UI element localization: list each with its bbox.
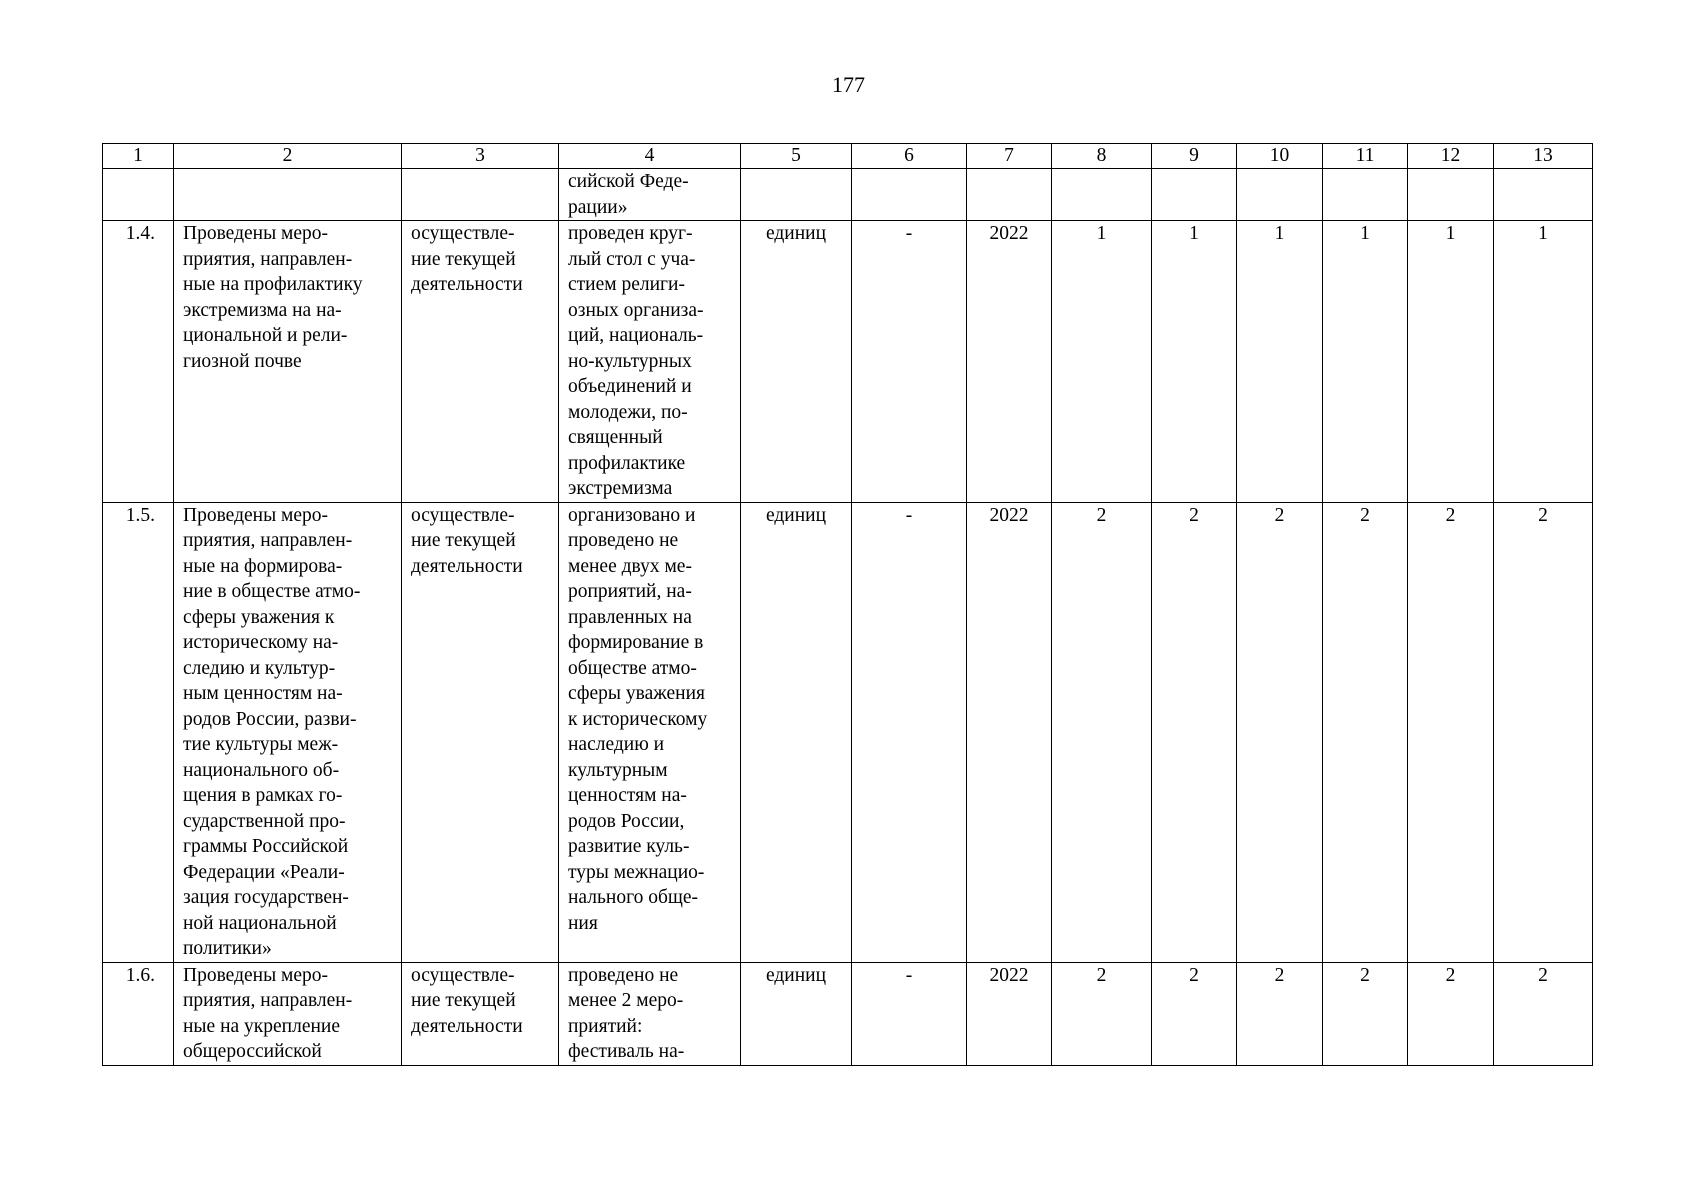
header-cell: 13 (1494, 144, 1593, 169)
header-cell: 9 (1152, 144, 1237, 169)
cell-value: 2 (1152, 962, 1237, 1065)
cell-empty (402, 169, 559, 221)
cell-funding: осуществле- ние текущей деятельности (402, 502, 559, 962)
cell-unit: единиц (741, 221, 852, 503)
header-cell: 1 (103, 144, 174, 169)
cell-value: 2 (1408, 962, 1494, 1065)
table-header-row (103, 144, 1593, 169)
header-cell: 8 (1052, 144, 1152, 169)
cell-funding: осуществле- ние текущей деятельности (402, 962, 559, 1065)
cell-value: 2 (1408, 502, 1494, 962)
header-cell: 10 (1237, 144, 1323, 169)
cell-empty (1323, 169, 1408, 221)
cell-event: Проведены меро- приятия, направлен- ные на профилактику экстремизма на на- циональной и рели- гиозной почве (174, 221, 402, 503)
cell-empty (1494, 169, 1593, 221)
cell-year: 2022 (967, 962, 1052, 1065)
cell-result: организовано и проведено не менее двух ме- роприятий, на- правленных на формирование в обществе атмо- сферы уважения к историческому наследию и культурным ценностям на- родов России, развитие куль- туры межнацио- нального обще- ния (559, 502, 741, 962)
cell-number: 1.5. (103, 502, 174, 962)
cell-value: 1 (1237, 221, 1323, 503)
cell-value: 2 (1494, 962, 1593, 1065)
cell-funding: осуществле- ние текущей деятельности (402, 221, 559, 503)
cell-empty (741, 169, 852, 221)
cell-value: 1 (1494, 221, 1593, 503)
cell-value: 2 (1237, 962, 1323, 1065)
cell-empty (852, 169, 967, 221)
cell-value: 2 (1494, 502, 1593, 962)
header-cell: 6 (852, 144, 967, 169)
header-cell: 7 (967, 144, 1052, 169)
cell-value: 2 (1237, 502, 1323, 962)
cell-event: Проведены меро- приятия, направлен- ные на укрепление общероссийской (174, 962, 402, 1065)
header-cell: 12 (1408, 144, 1494, 169)
cell-value: 1 (1323, 221, 1408, 503)
cell-empty (174, 169, 402, 221)
cell-base: - (852, 502, 967, 962)
cell-number: 1.6. (103, 962, 174, 1065)
cell-empty (1152, 169, 1237, 221)
cell-value: 2 (1052, 502, 1152, 962)
cell-value: 1 (1408, 221, 1494, 503)
cell-year: 2022 (967, 221, 1052, 503)
cell-empty (103, 169, 174, 221)
cell-empty (967, 169, 1052, 221)
cell-unit: единиц (741, 502, 852, 962)
cell-event: Проведены меро- приятия, направлен- ные на формирова- ние в обществе атмо- сферы уважения к историческому на- следию и культур- ным ценностям на- родов России, разви- тие культуры меж- национального об- щения в рамках го- сударственной про- граммы Российской Федерации «Реали- зация государствен- ной национальной политики» (174, 502, 402, 962)
table-row (103, 962, 1593, 1065)
cell-result: проведен круг- лый стол с уча- стием религи- озных организа- ций, националь- но-культурных объединений и молодежи, по- священный профилактике экстремизма (559, 221, 741, 503)
cell-base: - (852, 221, 967, 503)
cell-value: 2 (1323, 962, 1408, 1065)
header-cell: 2 (174, 144, 402, 169)
cell-year: 2022 (967, 502, 1052, 962)
header-cell: 4 (559, 144, 741, 169)
cell-value: 1 (1052, 221, 1152, 503)
table-row-continuation (103, 169, 1593, 221)
data-table (102, 143, 1593, 1066)
cell-empty (1237, 169, 1323, 221)
header-cell: 11 (1323, 144, 1408, 169)
page-number: 177 (832, 72, 865, 97)
cell-empty (1052, 169, 1152, 221)
table-row (103, 221, 1593, 503)
cell-result: сийской Феде- рации» (559, 169, 741, 221)
table-row (103, 502, 1593, 962)
cell-result: проведено не менее 2 меро- приятий: фестиваль на- (559, 962, 741, 1065)
cell-value: 1 (1152, 221, 1237, 503)
cell-value: 2 (1323, 502, 1408, 962)
header-cell: 3 (402, 144, 559, 169)
header-cell: 5 (741, 144, 852, 169)
cell-empty (1408, 169, 1494, 221)
cell-number: 1.4. (103, 221, 174, 503)
cell-unit: единиц (741, 962, 852, 1065)
cell-value: 2 (1152, 502, 1237, 962)
cell-base: - (852, 962, 967, 1065)
cell-value: 2 (1052, 962, 1152, 1065)
